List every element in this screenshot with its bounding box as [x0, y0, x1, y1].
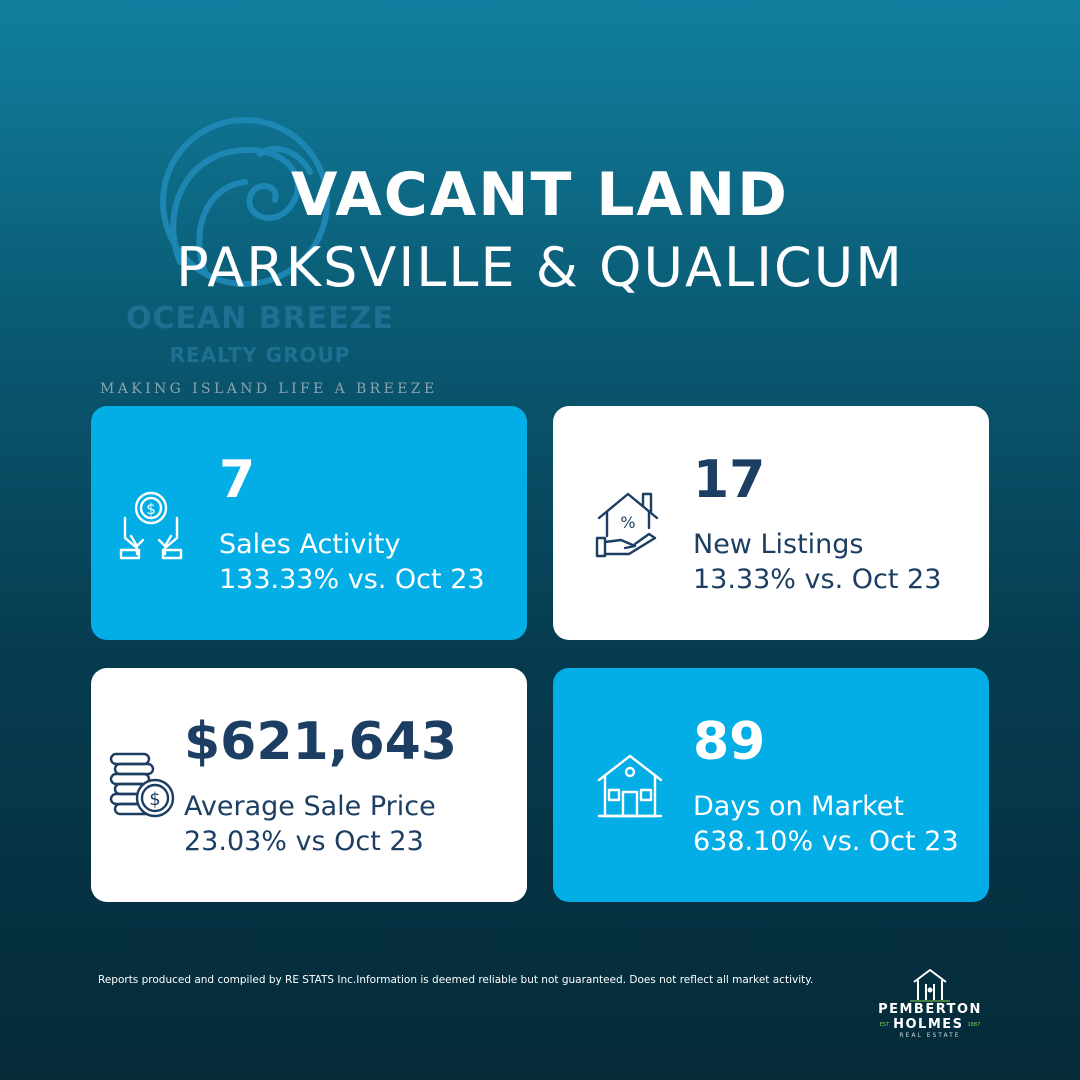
- partner-name-line2: HOLMES: [893, 1017, 964, 1032]
- coins-stack-icon: [107, 748, 177, 820]
- stat-label: Average Sale Price: [184, 791, 436, 822]
- stat-value: $621,643: [184, 712, 458, 772]
- stat-label: Days on Market: [693, 791, 904, 822]
- stat-value: 17: [693, 450, 766, 510]
- partner-est-left: EST: [879, 1021, 890, 1028]
- stat-card-new-listings: [553, 406, 989, 640]
- svg-text:$: $: [146, 500, 156, 518]
- page-title: VACANT LAND: [291, 160, 789, 230]
- partner-logo: [860, 966, 1000, 1056]
- partner-tag: REAL ESTATE: [899, 1032, 961, 1039]
- stat-card-average-sale-price: [91, 668, 527, 902]
- stat-card-days-on-market: [553, 668, 989, 902]
- stat-change: 23.03% vs Oct 23: [184, 826, 424, 857]
- partner-name-line1: PEMBERTON: [878, 1002, 982, 1017]
- stat-change: 13.33% vs. Oct 23: [693, 564, 942, 595]
- house-percent-icon: [595, 488, 661, 560]
- stat-value: 7: [219, 450, 256, 510]
- page-subtitle: PARKSVILLE & QUALICUM: [176, 236, 904, 299]
- hands-coin-icon: [117, 488, 185, 560]
- stat-change: 638.10% vs. Oct 23: [693, 826, 959, 857]
- disclaimer-text: Reports produced and compiled by RE STATS Inc.Information is deemed reliable but not guaranteed. Does not reflect all market activity.: [98, 974, 814, 986]
- partner-est-right: 1887: [967, 1021, 981, 1028]
- pemberton-house-icon: [910, 966, 950, 1002]
- stat-card-sales-activity: [91, 406, 527, 640]
- svg-text:%: %: [620, 513, 636, 532]
- house-icon: [595, 750, 665, 820]
- brand-logo-name: OCEAN BREEZE: [126, 301, 394, 336]
- brand-logo-sub: REALTY GROUP: [169, 343, 351, 367]
- stat-label: New Listings: [693, 529, 864, 560]
- stat-value: 89: [693, 712, 766, 772]
- svg-text:$: $: [149, 789, 161, 810]
- stat-label: Sales Activity: [219, 529, 401, 560]
- brand-tagline: MAKING ISLAND LIFE A BREEZE: [100, 381, 438, 397]
- stat-change: 133.33% vs. Oct 23: [219, 564, 485, 595]
